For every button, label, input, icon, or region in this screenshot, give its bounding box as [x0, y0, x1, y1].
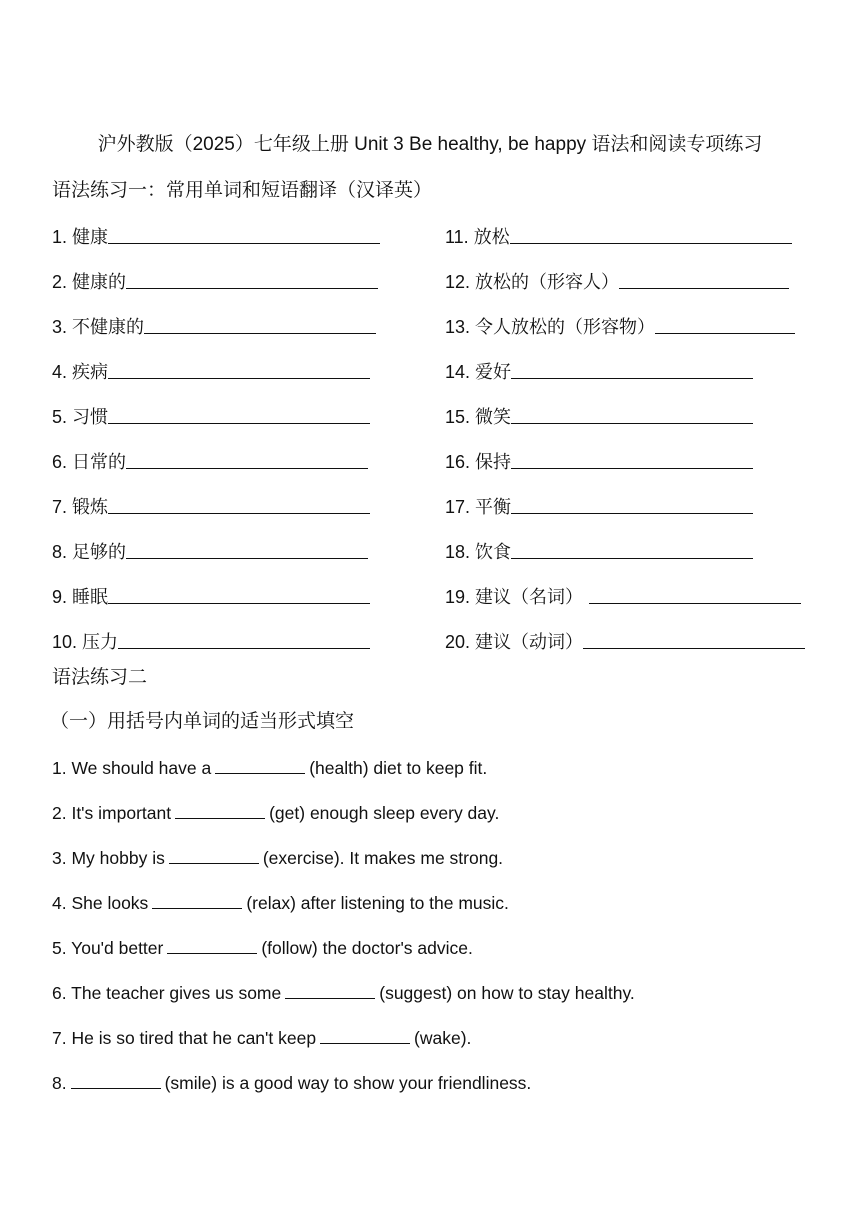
vocab-row [52, 493, 832, 521]
answer-blank[interactable] [108, 223, 380, 244]
exercise-text-after: (relax) after listening to the music. [246, 893, 509, 913]
vocab-prompt: 6. 日常的 [52, 452, 127, 472]
exercise-text-before: 5. You'd better [52, 938, 164, 958]
answer-blank[interactable] [215, 755, 305, 774]
exercise-text-before: 4. She looks [52, 893, 149, 913]
worksheet-title: 沪外教版（2025）七年级上册 Unit 3 Be healthy, be happy 语法和阅读专项练习 [97, 134, 763, 155]
exercise-text-after: (suggest) on how to stay healthy. [379, 983, 635, 1003]
answer-blank[interactable] [655, 313, 795, 334]
answer-blank[interactable] [126, 268, 378, 289]
vocab-row [52, 223, 832, 251]
exercise-text-after: (wake). [414, 1028, 472, 1048]
answer-blank[interactable] [144, 313, 376, 334]
answer-blank[interactable] [108, 403, 370, 424]
vocab-prompt: 8. 足够的 [52, 542, 127, 562]
vocab-prompt: 1. 健康 [52, 227, 109, 247]
answer-blank[interactable] [510, 223, 792, 244]
exercise-item [52, 935, 473, 961]
vocab-row [52, 313, 832, 341]
vocab-prompt: 10. 压力 [52, 632, 119, 652]
exercise-item [52, 1025, 471, 1051]
answer-blank[interactable] [619, 268, 789, 289]
vocab-prompt: 2. 健康的 [52, 272, 127, 292]
vocab-prompt: 12. 放松的（形容人） [445, 272, 620, 292]
vocab-prompt: 15. 微笑 [445, 407, 512, 427]
vocab-row [52, 448, 832, 476]
vocab-row [52, 403, 832, 431]
vocab-row [52, 268, 832, 296]
vocab-prompt: 17. 平衡 [445, 497, 512, 517]
answer-blank[interactable] [175, 800, 265, 819]
vocab-row [52, 538, 832, 566]
exercise-item [52, 755, 487, 781]
exercise-text-before: 6. The teacher gives us some [52, 983, 282, 1003]
answer-blank[interactable] [152, 890, 242, 909]
exercise-text-after: (follow) the doctor's advice. [261, 938, 473, 958]
answer-blank[interactable] [589, 583, 801, 604]
vocab-row [52, 583, 832, 611]
exercise-text-after: (get) enough sleep every day. [269, 803, 500, 823]
exercise-text-before: 7. He is so tired that he can't keep [52, 1028, 317, 1048]
answer-blank[interactable] [511, 403, 753, 424]
answer-blank[interactable] [511, 448, 753, 469]
answer-blank[interactable] [511, 493, 753, 514]
vocab-prompt: 11. 放松 [445, 227, 510, 247]
section2-subheading: （一）用括号内单词的适当形式填空 [50, 711, 355, 732]
answer-blank[interactable] [169, 845, 259, 864]
answer-blank[interactable] [126, 538, 368, 559]
exercise-text-after: (smile) is a good way to show your friendliness. [164, 1073, 532, 1093]
answer-blank[interactable] [511, 358, 753, 379]
exercise-text-before: 8. [52, 1073, 67, 1093]
vocab-prompt: 13. 令人放松的（形容物） [445, 317, 656, 337]
answer-blank[interactable] [108, 493, 370, 514]
exercise-text-after: (exercise). It makes me strong. [262, 848, 504, 868]
answer-blank[interactable] [118, 628, 370, 649]
answer-blank[interactable] [126, 448, 368, 469]
section1-heading: 语法练习一：常用单词和短语翻译（汉译英） [52, 180, 433, 201]
answer-blank[interactable] [108, 358, 370, 379]
exercise-text-before: 3. My hobby is [52, 848, 165, 868]
vocab-prompt: 3. 不健康的 [52, 317, 145, 337]
exercise-text-after: (health) diet to keep fit. [309, 758, 488, 778]
vocab-prompt: 7. 锻炼 [52, 497, 109, 517]
answer-blank[interactable] [320, 1025, 410, 1044]
exercise-item [52, 1070, 531, 1096]
answer-blank[interactable] [108, 583, 370, 604]
vocab-prompt: 9. 睡眠 [52, 587, 109, 607]
answer-blank[interactable] [285, 980, 375, 999]
exercise-text-before: 1. We should have a [52, 758, 212, 778]
answer-blank[interactable] [167, 935, 257, 954]
exercise-text-before: 2. It's important [52, 803, 172, 823]
vocab-row [52, 358, 832, 386]
exercise-item [52, 890, 509, 916]
vocab-prompt: 18. 饮食 [445, 542, 512, 562]
vocab-prompt: 5. 习惯 [52, 407, 109, 427]
exercise-item [52, 980, 635, 1006]
section2-heading: 语法练习二 [52, 667, 148, 688]
answer-blank[interactable] [583, 628, 805, 649]
vocab-prompt: 19. 建议（名词） [445, 587, 584, 607]
vocab-prompt: 16. 保持 [445, 452, 512, 472]
exercise-item [52, 800, 499, 826]
vocab-prompt: 14. 爱好 [445, 362, 512, 382]
answer-blank[interactable] [71, 1070, 161, 1089]
answer-blank[interactable] [511, 538, 753, 559]
vocab-prompt: 4. 疾病 [52, 362, 109, 382]
vocab-prompt: 20. 建议（动词） [445, 632, 584, 652]
exercise-item [52, 845, 503, 871]
vocab-row [52, 628, 832, 656]
